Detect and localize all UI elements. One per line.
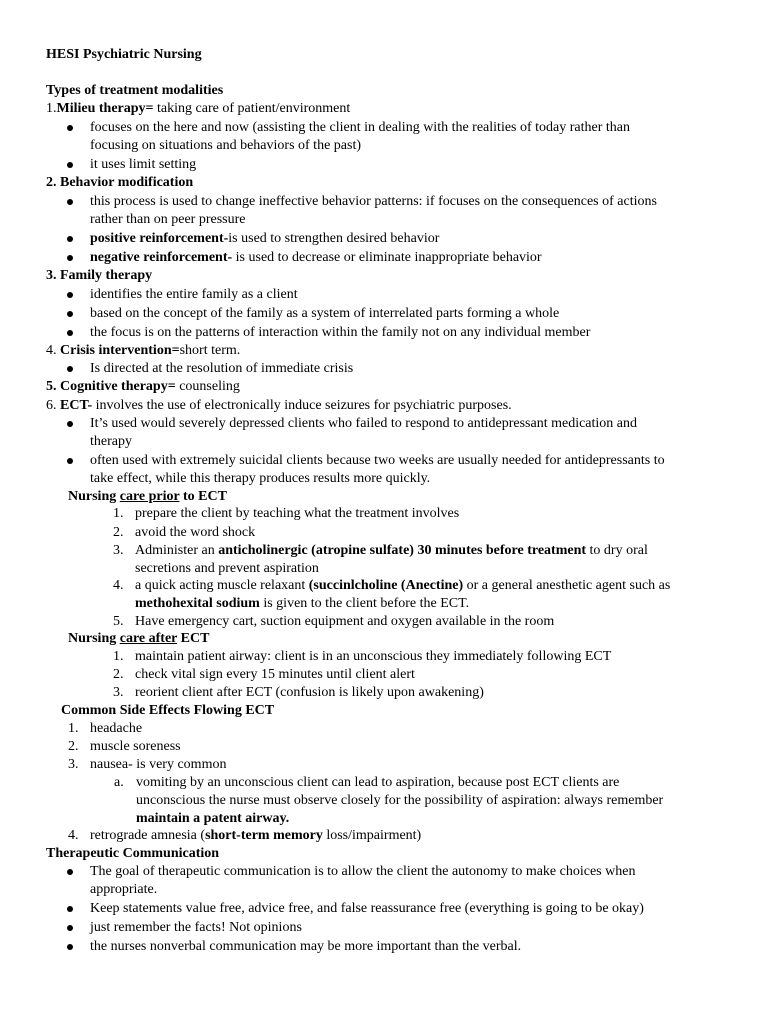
bullet-icon (67, 925, 73, 931)
bullet-text: the focus is on the patterns of interaction within the family not on any individual member (90, 325, 591, 340)
bullet-text-cont: focusing on situations and behaviors of the past) (90, 138, 362, 153)
bullet-icon (67, 311, 73, 317)
bullet-icon (67, 199, 73, 205)
bullet-text: It’s used would severely depressed clients who failed to respond to antidepressant medication and (90, 416, 638, 431)
bullet-text: Is directed at the resolution of immediate crisis (90, 361, 354, 376)
list-number: 2. (113, 667, 124, 682)
section-heading-communication: Therapeutic Communication (46, 846, 220, 861)
list-item: prepare the client by teaching what the treatment involves (135, 506, 460, 521)
list-number: 1. (68, 721, 79, 736)
bullet-icon (67, 906, 73, 912)
bullet-icon (67, 944, 73, 950)
modality-behavior: 2. Behavior modification (46, 175, 194, 190)
list-number: 2. (68, 739, 79, 754)
list-number: 3. (113, 543, 124, 558)
bullet-text: identifies the entire family as a client (90, 287, 298, 302)
list-item: muscle soreness (90, 739, 181, 754)
list-number: 3. (68, 757, 79, 772)
document-title: HESI Psychiatric Nursing (46, 47, 202, 62)
bullet-icon (67, 125, 73, 131)
bullet-icon (67, 869, 73, 875)
list-item: maintain patient airway: client is in an unconscious they immediately following ECT (135, 649, 612, 664)
list-letter: a. (114, 775, 124, 790)
list-item: a quick acting muscle relaxant (succinlcholine (Anectine) or a general anesthetic agent such as (135, 578, 671, 593)
bullet-text: positive reinforcement-is used to strengthen desired behavior (90, 231, 440, 246)
modality-milieu: 1.Milieu therapy= taking care of patient/environment (46, 101, 351, 116)
list-item: vomiting by an unconscious client can lead to aspiration, because post ECT clients are (136, 775, 620, 790)
bullet-text-cont: appropriate. (90, 882, 158, 897)
bullet-icon (67, 255, 73, 261)
bullet-text: just remember the facts! Not opinions (90, 920, 302, 935)
bullet-icon (67, 162, 73, 168)
list-item: Administer an anticholinergic (atropine sulfate) 30 minutes before treatment to dry oral (135, 543, 648, 558)
list-item: headache (90, 721, 143, 736)
bullet-text-cont: rather than on peer pressure (90, 212, 246, 227)
bullet-text: Keep statements value free, advice free, and false reassurance free (everything is going to be okay) (90, 901, 644, 916)
list-item: retrograde amnesia (short-term memory loss/impairment) (90, 828, 422, 843)
list-number: 1. (113, 649, 124, 664)
list-item: reorient client after ECT (confusion is likely upon awakening) (135, 685, 484, 700)
bullet-text: The goal of therapeutic communication is to allow the client the autonomy to make choices when (90, 864, 636, 879)
list-item-cont: maintain a patent airway. (136, 811, 290, 826)
list-item: check vital sign every 15 minutes until client alert (135, 667, 415, 682)
bullet-text: negative reinforcement- is used to decrease or eliminate inappropriate behavior (90, 250, 542, 265)
bullet-text: this process is used to change ineffective behavior patterns: if focuses on the consequences of actions (90, 194, 657, 209)
bullet-icon (67, 421, 73, 427)
section-heading-types: Types of treatment modalities (46, 83, 224, 98)
list-item: avoid the word shock (135, 525, 256, 540)
modality-cognitive: 5. Cognitive therapy= counseling (46, 379, 240, 394)
bullet-text: the nurses nonverbal communication may be more important than the verbal. (90, 939, 522, 954)
bullet-text: often used with extremely suicidal clients because two weeks are usually needed for antidepressants to (90, 453, 665, 468)
list-number: 4. (113, 578, 124, 593)
list-item: Have emergency cart, suction equipment and oxygen available in the room (135, 614, 555, 629)
subheading-side-effects: Common Side Effects Flowing ECT (61, 703, 275, 718)
list-number: 5. (113, 614, 124, 629)
bullet-text-cont: therapy (90, 434, 132, 449)
list-item-cont: methohexital sodium is given to the client before the ECT. (135, 596, 470, 611)
bullet-text: focuses on the here and now (assisting the client in dealing with the realities of today rather than (90, 120, 631, 135)
modality-family: 3. Family therapy (46, 268, 153, 283)
bullet-icon (67, 366, 73, 372)
bullet-icon (67, 236, 73, 242)
bullet-text: it uses limit setting (90, 157, 197, 172)
bullet-text-cont: take effect, while this therapy produces results more quickly. (90, 471, 431, 486)
list-number: 2. (113, 525, 124, 540)
list-number: 3. (113, 685, 124, 700)
list-number: 1. (113, 506, 124, 521)
subheading-care-after: Nursing care after ECT (68, 631, 210, 646)
modality-crisis: 4. Crisis intervention=short term. (46, 343, 241, 358)
list-item: nausea- is very common (90, 757, 227, 772)
list-number: 4. (68, 828, 79, 843)
bullet-icon (67, 330, 73, 336)
bullet-icon (67, 458, 73, 464)
bullet-icon (67, 292, 73, 298)
list-item-cont: unconscious the nurse must observe closely for the possibility of aspiration: always remember (136, 793, 664, 808)
modality-ect: 6. ECT- involves the use of electronically induce seizures for psychiatric purposes. (46, 398, 512, 413)
subheading-care-prior: Nursing care prior to ECT (68, 489, 227, 504)
list-item-cont: secretions and prevent aspiration (135, 561, 319, 576)
bullet-text: based on the concept of the family as a system of interrelated parts forming a whole (90, 306, 560, 321)
